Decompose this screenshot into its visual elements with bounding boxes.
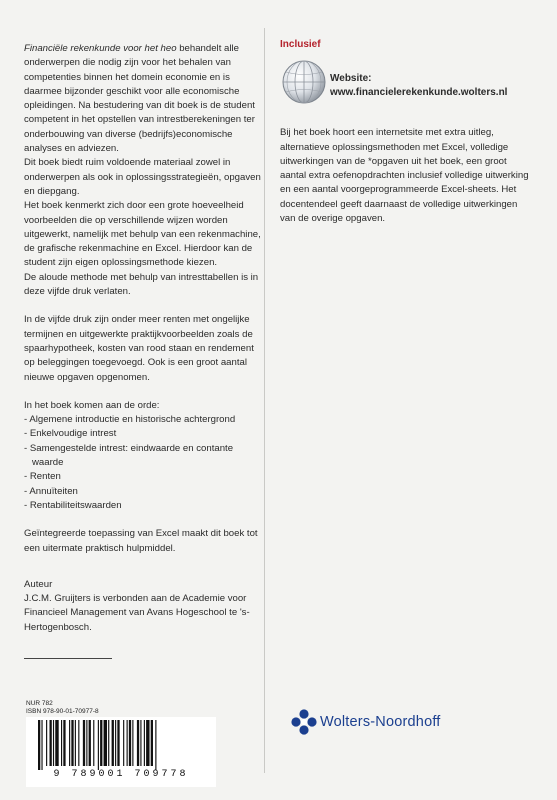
- barcode-bar: [69, 720, 70, 766]
- publisher-logo: [290, 708, 520, 738]
- inclusief-heading: Inclusief: [280, 39, 321, 50]
- barcode-bar: [127, 720, 128, 766]
- barcode-bar: [46, 720, 47, 766]
- topic-item: - Samengestelde intrest: eindwaarde en contante waarde: [24, 442, 234, 469]
- short-rule: [24, 658, 112, 659]
- right-column: [280, 38, 535, 226]
- topics-list: [24, 413, 264, 513]
- barcode-bar: [53, 720, 54, 766]
- column-divider: [264, 28, 265, 773]
- barcode-bar: [144, 720, 145, 766]
- website-description: Bij het boek hoort een internetsite met extra uitleg, alternatieve oplossingsmethoden met Excel, volledige uitwerkingen van de *opgaven uit het boek, een groot aantal extra oefenopdrachten inclusief volledige uitwerking en een aantal voorgeprogrammeerde Excel-sheets. Het docentendeel geeft daarnaast de volledige uitwerkingen van de overige opgaven.: [280, 127, 529, 225]
- barcode-bar: [41, 720, 42, 770]
- barcode-bar: [132, 720, 133, 766]
- topic-item: - Annuïteiten: [24, 485, 78, 497]
- isbn-code: ISBN 978-90-01-70977-8: [26, 708, 99, 715]
- author-bio: J.C.M. Gruijters is verbonden aan de Academie voor Financieel Management van Avans Hogeschool te 's-Hertogenbosch.: [24, 593, 250, 633]
- nur-code: NUR 782: [26, 700, 53, 707]
- barcode-bar: [115, 720, 116, 766]
- barcode-bar: [75, 720, 76, 766]
- barcode-bar: [137, 720, 139, 766]
- new-edition-paragraph: In de vijfde druk zijn onder meer renten met ongelijke termijnen en uitgewerkte praktijkvoorbeelden zoals de spaarhypotheek, kosten van rood staan en rendement op beleggingen toegevoegd. Ook is een groot aantal nieuwe opgaven opgenomen.: [24, 314, 254, 383]
- barcode-bar: [63, 720, 65, 766]
- barcode-bar: [151, 720, 153, 766]
- topics-intro: In het boek komen aan de orde:: [24, 399, 160, 411]
- examples-paragraph: Het boek kenmerkt zich door een grote hoeveelheid voorbeelden die op verschillende wijzen worden uitgewerkt, namelijk met behulp van een rekenmachine, de grafische rekenmachine en Excel. Hierdoor kan de student zijn eigen oplossingsmethode kiezen.: [24, 200, 261, 269]
- material-paragraph: Dit boek biedt ruim voldoende materiaal zowel in onderwerpen als ook in oplossingsstrategieën, opgaven en diepgang.: [24, 157, 261, 197]
- isbn-block: [26, 700, 99, 716]
- barcode-bar: [104, 720, 107, 766]
- barcode-bar: [78, 720, 79, 766]
- barcode-bar: [98, 720, 99, 770]
- barcode-digits: 9 789001 709778: [53, 769, 189, 780]
- barcode-bar: [123, 720, 124, 766]
- barcode-bar: [129, 720, 131, 766]
- barcode-bar: [55, 720, 58, 766]
- barcode-bar: [112, 720, 114, 766]
- publisher-name: Wolters-Noordhoff: [320, 714, 441, 730]
- barcode-bar: [93, 720, 94, 766]
- barcode-bar: [117, 720, 119, 766]
- topic-item: - Enkelvoudige intrest: [24, 428, 117, 440]
- barcode-bar: [50, 720, 52, 766]
- intro-paragraph: [24, 42, 264, 156]
- topic-item: - Rentabiliteitswaarden: [24, 499, 122, 511]
- website-info: [330, 72, 507, 100]
- intro-text: behandelt alle onderwerpen die nodig zijn voor het behalen van competenties binnen het domein economie en is daarmee bijzonder geschikt voor alle economische opleidingen. Na bestudering van dit boek is de student competent in het opstellen van intrestberekeningen ter onderbouwing van diverse (bedrijfs)economische analyses en adviezen.: [24, 43, 255, 155]
- tables-paragraph: De aloude methode met behulp van intresttabellen is in deze vijfde druk verlaten.: [24, 271, 259, 298]
- barcode-bar: [71, 720, 73, 766]
- wolters-noordhoff-logo-icon: [290, 708, 318, 736]
- barcode-bar: [86, 720, 87, 766]
- left-column: [24, 42, 264, 635]
- barcode-bar: [140, 720, 141, 766]
- barcode-bar: [155, 720, 156, 770]
- barcode: [26, 717, 216, 787]
- globe-icon: [280, 58, 328, 106]
- barcode-bar: [89, 720, 91, 766]
- barcode-bar: [108, 720, 109, 766]
- author-heading: Auteur: [24, 578, 53, 590]
- book-title-italic: Financiële rekenkunde voor het heo: [24, 43, 177, 54]
- barcode-bar: [38, 720, 40, 770]
- barcode-bar: [61, 720, 62, 766]
- website-label: Website:: [330, 73, 372, 85]
- website-block: [280, 56, 535, 116]
- excel-note: Geïntegreerde toepassing van Excel maakt dit boek tot een uitermate praktisch hulpmiddel.: [24, 528, 258, 554]
- topic-item: - Renten: [24, 471, 61, 483]
- topic-item: - Algemene introductie en historische achtergrond: [24, 414, 236, 426]
- barcode-bars: [36, 720, 206, 770]
- barcode-bar: [146, 720, 149, 766]
- barcode-bar: [100, 720, 102, 766]
- website-url[interactable]: www.financielerekenkunde.wolters.nl: [330, 87, 508, 99]
- barcode-bar: [83, 720, 85, 766]
